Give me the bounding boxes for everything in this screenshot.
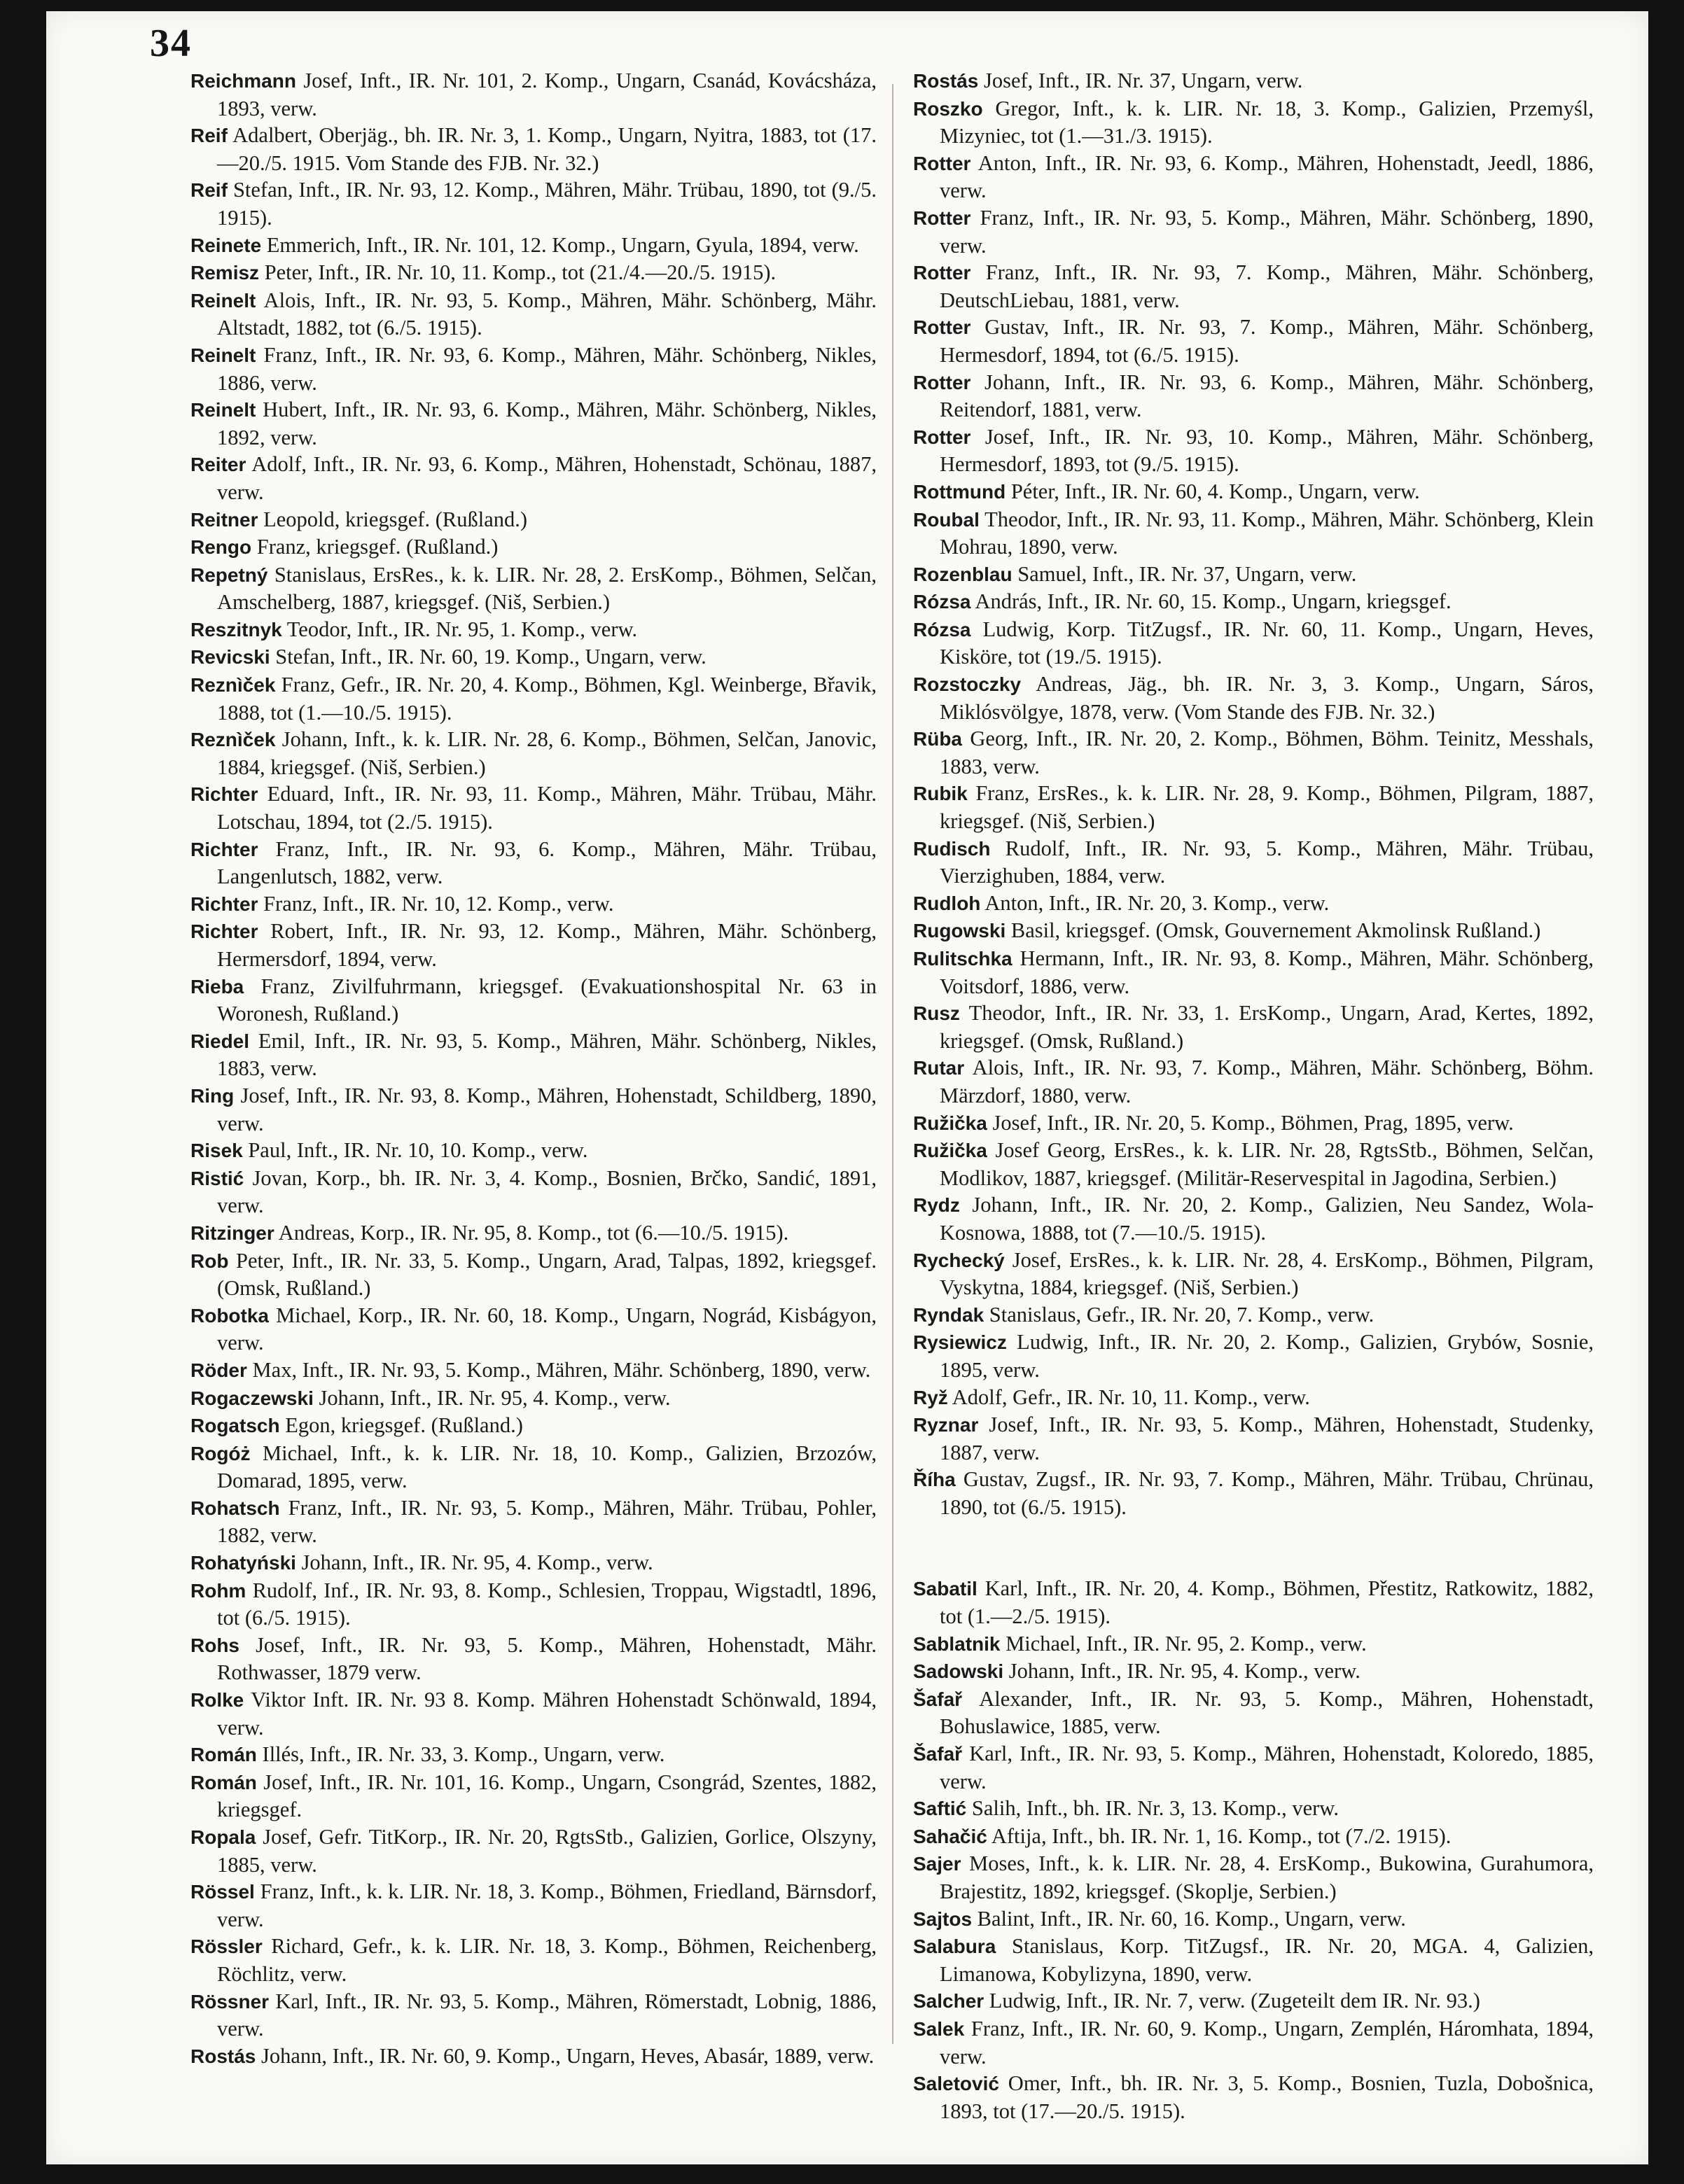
entry-surname: Repetný [190,564,268,586]
entry-surname: Salek [913,2017,965,2040]
entry-surname: Reszitnyk [190,618,282,640]
register-entry [190,1632,877,1686]
register-entry [913,1411,1594,1466]
entry-surname: Rottmund [913,480,1006,503]
entry-surname: Šafař [913,1743,963,1765]
entry-details: Adalbert, Oberjäg., bh. IR. Nr. 3, 1. Komp., Ungarn, Nyitra, 1883, tot (17.—20./5. 1915. Vom Stande des FJB. Nr. 32.) [217,123,877,175]
register-entry [190,1741,877,1769]
register-entry [913,945,1594,1000]
entry-surname: Reiter [190,454,246,476]
entry-surname: Rychecký [913,1249,1005,1271]
entry-details: Karl, Inft., IR. Nr. 93, 5. Komp., Mähren, Hohenstadt, Koloredo, 1885, verw. [940,1742,1594,1793]
entry-details: Josef Georg, ErsRes., k. k. LIR. Nr. 28, RgtsStb., Böhmen, Selčan, Modlikov, 1887, kriegsgef. (Militär-Reservespital in Jagodina, Serbien.) [940,1138,1594,1190]
register-entry [913,150,1594,204]
entry-surname: Richter [190,838,258,860]
entry-details: Stefan, Inft., IR. Nr. 60, 19. Komp., Ungarn, verw. [275,645,707,669]
entry-surname: Reinelt [190,344,256,366]
entry-surname: Rotter [913,206,971,229]
register-entry [913,478,1594,506]
entry-surname: Rostás [190,2045,256,2067]
entry-details: Theodor, Inft., IR. Nr. 33, 1. ErsKomp., Ungarn, Arad, Kertes, 1892, kriegsgef. (Omsk, Rußland.) [940,1001,1594,1053]
register-entry [190,643,877,671]
register-entry [190,1686,877,1741]
entry-details: Johann, Inft., IR. Nr. 93, 6. Komp., Mähren, Mähr. Schönberg, Reitendorf, 1881, verw. [940,370,1594,422]
entry-surname: Rössel [190,1881,255,1903]
entry-details: Michael, Inft., IR. Nr. 95, 2. Komp., verw. [1005,1631,1367,1656]
register-entry [190,1933,877,1987]
right-upper-entry-list [913,67,1594,1520]
entry-details: Emmerich, Inft., IR. Nr. 101, 12. Komp., Ungarn, Gyula, 1894, verw. [266,232,859,257]
entry-details: Franz, Inft., IR. Nr. 93, 7. Komp., Mähren, Mähr. Schönberg, DeutschLiebau, 1881, verw. [940,260,1594,312]
entry-surname: Reichmann [190,70,296,92]
register-entry [913,2070,1594,2124]
entry-surname: Ružička [913,1112,987,1134]
register-entry [913,1905,1594,1933]
entry-surname: Salcher [913,1990,984,2012]
register-entry [190,1440,877,1494]
register-entry [190,1247,877,1302]
register-entry [913,1329,1594,1383]
entry-details: Hubert, Inft., IR. Nr. 93, 6. Komp., Mähren, Mähr. Schönberg, Nikles, 1892, verw. [217,398,877,449]
register-entry [913,204,1594,259]
entry-details: Leopold, kriegsgef. (Rußland.) [263,507,528,531]
entry-details: Samuel, Inft., IR. Nr. 37, Ungarn, verw. [1017,561,1357,586]
entry-details: Michael, Inft., k. k. LIR. Nr. 18, 10. Komp., Galizien, Brzozów, Domarad, 1895, verw. [217,1441,877,1493]
entry-details: Josef, Inft., IR. Nr. 93, 8. Komp., Mähren, Hohenstadt, Schildberg, 1890, verw. [217,1083,877,1135]
register-entry [913,780,1594,834]
register-entry [190,973,877,1028]
entry-details: Franz, Inft., IR. Nr. 10, 12. Komp., verw. [263,891,614,916]
entry-surname: Šafař [913,1688,963,1710]
entry-details: Jovan, Korp., bh. IR. Nr. 3, 4. Komp., Bosnien, Brčko, Sandić, 1891, verw. [217,1166,877,1218]
entry-details: Aftija, Inft., bh. IR. Nr. 1, 16. Komp., tot (7./2. 1915). [991,1823,1452,1848]
entry-details: Josef, Inft., IR. Nr. 37, Ungarn, verw. [984,69,1303,92]
entry-surname: Rohs [190,1634,239,1656]
entry-surname: Roubal [913,508,980,531]
entry-surname: Rutar [913,1057,965,1079]
register-entry [190,1302,877,1357]
entry-details: Franz, Inft., IR. Nr. 60, 9. Komp., Ungarn, Zemplén, Háromhata, 1894, verw. [940,2016,1594,2068]
entry-details: Franz, Inft., IR. Nr. 93, 6. Komp., Mähren, Mähr. Schönberg, Nikles, 1886, verw. [217,342,877,395]
register-entry [190,836,877,890]
register-entry [190,287,877,342]
entry-details: Johann, Inft., IR. Nr. 95, 4. Komp., verw. [319,1385,671,1410]
register-entry [913,259,1594,314]
register-entry [913,835,1594,890]
entry-surname: Rohm [190,1579,246,1602]
register-entry [190,1878,877,1933]
entry-details: Stanislaus, ErsRes., k. k. LIR. Nr. 28, 2. ErsKomp., Böhmen, Selčan, Amschelberg, 1887, kriegsgef. (Niš, Serbien.) [217,562,877,615]
entry-details: Johann, Inft., IR. Nr. 95, 4. Komp., verw. [301,1550,653,1575]
entry-details: Peter, Inft., IR. Nr. 33, 5. Komp., Ungarn, Arad, Talpas, 1892, kriegsgef. (Omsk, Rußland.) [217,1248,877,1301]
register-entry [913,1630,1594,1658]
entry-details: Eduard, Inft., IR. Nr. 93, 11. Komp., Mähren, Mähr. Trübau, Mähr. Lotschau, 1894, tot (2./5. 1915). [217,782,877,834]
entry-surname: Reinelt [190,399,256,421]
register-entry [913,1191,1594,1246]
entry-surname: Ružička [913,1140,987,1162]
entry-details: Gustav, Inft., IR. Nr. 93, 7. Komp., Mähren, Mähr. Schönberg, Hermesdorf, 1894, tot (6./5. 1915). [940,315,1594,367]
register-entry [913,890,1594,918]
entry-surname: Rob [190,1250,229,1272]
entry-details: Franz, Inft., IR. Nr. 93, 6. Komp., Mähren, Mähr. Trübau, Langenlutsch, 1882, verw. [217,836,877,889]
register-entry [190,561,877,616]
entry-surname: Ristić [190,1167,244,1189]
register-entry [190,122,877,176]
entry-details: Andreas, Jäg., bh. IR. Nr. 3, 3. Komp., Ungarn, Sáros, Miklósvölgye, 1878, verw. (Vom Stande des FJB. Nr. 32.) [940,672,1594,724]
entry-surname: Rolke [190,1689,244,1712]
entry-details: Peter, Inft., IR. Nr. 10, 11. Komp., tot (21./4.—20./5. 1915). [264,260,777,285]
entry-surname: Robotka [190,1304,269,1326]
entry-details: Ludwig, Inft., IR. Nr. 20, 2. Komp., Galizien, Grybów, Sosnie, 1895, verw. [940,1330,1594,1382]
register-entry [913,1247,1594,1301]
entry-details: Viktor Inft. IR. Nr. 93 8. Komp. Mähren Hohenstadt Schönwald, 1894, verw. [217,1688,877,1740]
register-entry [913,506,1594,561]
register-entry [190,1137,877,1165]
entry-surname: Rusz [913,1002,960,1025]
entry-details: Stefan, Inft., IR. Nr. 93, 12. Komp., Mähren, Mähr. Trübau, 1890, tot (9./5. 1915). [217,178,877,230]
entry-details: Gregor, Inft., k. k. LIR. Nr. 18, 3. Komp., Galizien, Przemyśl, Mizyniec, tot (1.—31./3. 1915). [940,96,1594,148]
register-entry [190,1165,877,1219]
register-entry [190,259,877,287]
entry-surname: Rogaczewski [190,1387,314,1409]
entry-details: Josef, Inft., IR. Nr. 93, 5. Komp., Mähren, Hohenstadt, Studenky, 1887, verw. [940,1413,1594,1464]
entry-surname: Rotter [913,316,971,339]
register-entry [190,890,877,918]
entry-details: Alexander, Inft., IR. Nr. 93, 5. Komp., Mähren, Hohenstadt, Bohuslawice, 1885, verw. [940,1686,1594,1739]
register-entry [190,1219,877,1247]
entry-details: Georg, Inft., IR. Nr. 20, 2. Komp., Böhmen, Böhm. Teinitz, Messhals, 1883, verw. [940,727,1594,778]
entry-details: Anton, Inft., IR. Nr. 93, 6. Komp., Mähren, Hohenstadt, Jeedl, 1886, verw. [940,150,1594,203]
entry-surname: Sajer [913,1853,961,1875]
entry-surname: Richter [190,783,258,806]
entry-surname: Rysiewicz [913,1331,1007,1354]
register-entry [190,671,877,726]
entry-surname: Rieba [190,975,244,997]
entry-details: Basil, kriegsgef. (Omsk, Gouvernement Akmolinsk Rußland.) [1010,918,1541,943]
entry-details: Johann, Inft., IR. Nr. 60, 9. Komp., Ungarn, Heves, Abasár, 1889, verw. [261,2043,875,2068]
entry-surname: Ropala [190,1826,256,1848]
right-column [913,67,1594,2124]
entry-details: Franz, Inft., IR. Nr. 93, 5. Komp., Mähren, Mähr. Trübau, Pohler, 1882, verw. [217,1495,877,1548]
entry-surname: Reinelt [190,289,256,312]
entry-details: Anton, Inft., IR. Nr. 20, 3. Komp., verw. [984,890,1330,915]
entry-surname: Sablatnik [913,1632,1001,1655]
entry-surname: Reinete [190,234,262,256]
register-entry [190,1082,877,1137]
entry-details: Hermann, Inft., IR. Nr. 93, 8. Komp., Mähren, Mähr. Schönberg, Voitsdorf, 1886, verw. [940,946,1594,998]
entry-details: Karl, Inft., IR. Nr. 20, 4. Komp., Böhmen, Přestitz, Ratkowitz, 1882, tot (1.—2./5. 1915). [940,1576,1594,1629]
entry-details: Balint, Inft., IR. Nr. 60, 16. Komp., Ungarn, verw. [977,1906,1406,1931]
entry-surname: Risek [190,1140,243,1162]
entry-details: Franz, Zivilfuhrmann, kriegsgef. (Evakuationshospital Nr. 63 in Woronesh, Rußland.) [217,974,877,1026]
entry-surname: Rotter [913,371,971,393]
entry-surname: Rüba [913,728,962,750]
register-entry [913,1000,1594,1054]
register-entry [913,1575,1594,1630]
entry-surname: Rostás [913,70,979,92]
register-entry [913,671,1594,725]
entry-surname: Reif [190,179,228,202]
register-entry [190,533,877,561]
entry-details: Gustav, Zugsf., IR. Nr. 93, 7. Komp., Mähren, Mähr. Trübau, Chrünau, 1890, tot (6./5. 1915). [940,1467,1594,1519]
entry-surname: Ryznar [913,1414,979,1436]
entry-surname: Rengo [190,536,252,559]
register-entry [190,918,877,972]
entry-surname: Rydz [913,1194,960,1217]
entry-details: Franz, kriegsgef. (Rußland.) [256,535,499,559]
entry-surname: Rotter [913,262,971,284]
entry-details: Rudolf, Inf., IR. Nr. 93, 8. Komp., Schlesien, Troppau, Wigstadtl, 1896, tot (6./5. 1915). [217,1578,877,1630]
entry-surname: Sajtos [913,1907,973,1930]
entry-surname: Sahačić [913,1825,987,1847]
register-entry [913,561,1594,589]
entry-surname: Rössner [190,1990,270,2012]
entry-surname: Reznìček [190,729,276,751]
page-number: 34 [150,22,192,65]
register-entry [190,616,877,644]
entry-surname: Rudisch [913,837,991,860]
register-entry [190,2043,877,2071]
entry-details: Michael, Korp., IR. Nr. 60, 18. Komp., Ungarn, Nográd, Kisbágyon, verw. [217,1303,877,1355]
register-entry [913,1466,1594,1520]
register-entry [190,1412,877,1440]
register-entry [913,314,1594,368]
entry-surname: Sadowski [913,1660,1004,1683]
entry-details: Egon, kriegsgef. (Rußland.) [285,1413,523,1438]
entry-details: Theodor, Inft., IR. Nr. 93, 11. Komp., Mähren, Mähr. Schönberg, Klein Mohrau, 1890, verw. [940,507,1594,559]
entry-surname: Rotter [913,152,971,174]
entry-details: Rudolf, Inft., IR. Nr. 93, 5. Komp., Mähren, Mähr. Trübau, Vierzighuben, 1884, verw. [940,836,1594,888]
register-entry [190,726,877,780]
register-entry [190,1769,877,1823]
register-entry [913,1740,1594,1795]
column-divider [892,84,893,2044]
entry-details: Ludwig, Korp. TitZugsf., IR. Nr. 60, 11. Komp., Ungarn, Heves, Kisköre, tot (19./5. 1915). [940,617,1594,669]
entry-details: Salih, Inft., bh. IR. Nr. 3, 13. Komp., verw. [971,1796,1339,1821]
register-entry [190,1577,877,1632]
entry-surname: Richter [190,920,258,943]
entry-details: Max, Inft., IR. Nr. 93, 5. Komp., Mähren, Mähr. Schönberg, 1890, verw. [252,1357,871,1382]
register-entry [190,780,877,835]
entry-details: Johann, Inft., IR. Nr. 95, 4. Komp., verw. [1008,1659,1361,1684]
entry-surname: Saletović [913,2073,999,2095]
register-entry [913,1110,1594,1138]
entry-details: Omer, Inft., bh. IR. Nr. 3, 5. Komp., Bosnien, Tuzla, Dobošnica, 1893, tot (17.—20./5. 1915). [940,2071,1594,2123]
register-entry [190,451,877,505]
entry-details: Stanislaus, Gefr., IR. Nr. 20, 7. Komp., verw. [989,1302,1375,1326]
entry-surname: Revicski [190,646,270,668]
entry-details: Josef, Inft., IR. Nr. 101, 16. Komp., Ungarn, Csongrád, Szentes, 1882, kriegsgef. [217,1770,877,1822]
entry-details: Ludwig, Inft., IR. Nr. 7, verw. (Zugeteilt dem IR. Nr. 93.) [989,1989,1480,2013]
register-entry [190,67,877,122]
register-entry [913,917,1594,945]
entry-surname: Reznìček [190,674,276,696]
register-entry [913,424,1594,478]
entry-surname: Rohatsch [190,1497,280,1519]
entry-details: Franz, ErsRes., k. k. LIR. Nr. 28, 9. Komp., Böhmen, Pilgram, 1887, kriegsgef. (Niš, Serbien.) [940,781,1594,834]
entry-surname: Rózsa [913,591,971,613]
entry-details: Alois, Inft., IR. Nr. 93, 7. Komp., Mähren, Mähr. Schönberg, Böhm. Märzdorf, 1880, verw. [940,1056,1594,1107]
register-entry [913,1658,1594,1686]
entry-surname: Roszko [913,97,983,120]
register-entry [913,1054,1594,1109]
entry-surname: Rotter [913,426,971,448]
entry-details: Paul, Inft., IR. Nr. 10, 10. Komp., verw. [248,1138,588,1163]
entry-details: Johann, Inft., k. k. LIR. Nr. 28, 6. Komp., Böhmen, Selčan, Janovic, 1884, kriegsgef. (Niš, Serbien.) [217,727,877,779]
register-entry [913,725,1594,780]
entry-surname: Ritzinger [190,1222,274,1244]
register-entry [913,67,1594,95]
entry-details: Josef, Inft., IR. Nr. 101, 2. Komp., Ungarn, Csanád, Kovácsháza, 1893, verw. [217,69,877,120]
register-entry [190,232,877,260]
register-entry [913,1301,1594,1329]
entry-surname: Rulitschka [913,948,1013,969]
entry-surname: Riedel [190,1030,250,1052]
left-column [190,67,877,2070]
entry-surname: Rohatyński [190,1552,296,1574]
entry-surname: Sabatil [913,1578,977,1600]
entry-details: Josef, ErsRes., k. k. LIR. Nr. 28, 4. ErsKomp., Böhmen, Pilgram, Vyskytna, 1884, kriegsgef. (Niš, Serbien.) [940,1247,1594,1300]
register-entry [190,1494,877,1549]
entry-surname: Rózsa [913,618,971,640]
entry-details: Moses, Inft., k. k. LIR. Nr. 28, 4. ErsKomp., Bukowina, Gurahumora, Brajestitz, 1892, kriegsgef. (Skoplje, Serbien.) [940,1851,1594,1903]
entry-surname: Ryndak [913,1303,984,1326]
register-entry [190,176,877,231]
entry-details: Franz, Inft., k. k. LIR. Nr. 18, 3. Komp., Böhmen, Friedland, Bärnsdorf, verw. [217,1879,877,1931]
register-entry [190,1549,877,1577]
register-entry [913,1384,1594,1412]
entry-details: Richard, Gefr., k. k. LIR. Nr. 18, 3. Komp., Böhmen, Reichenberg, Röchlitz, verw. [217,1934,877,1986]
register-entry [913,1686,1594,1740]
register-entry [913,1823,1594,1851]
entry-details: Emil, Inft., IR. Nr. 93, 5. Komp., Mähren, Mähr. Schönberg, Nikles, 1883, verw. [217,1028,877,1081]
entry-surname: Rogóż [190,1442,251,1464]
register-entry [190,342,877,396]
entry-details: Josef, Inft., IR. Nr. 20, 5. Komp., Böhmen, Prag, 1895, verw. [992,1110,1514,1135]
register-entry [190,506,877,534]
entry-details: Johann, Inft., IR. Nr. 20, 2. Komp., Galizien, Neu Sandez, Wola-Kosnowa, 1888, tot (7.—10./5. 1915). [940,1193,1594,1245]
register-entry [913,369,1594,424]
register-entry [913,588,1594,616]
entry-surname: Richter [190,892,258,915]
register-entry [190,1028,877,1082]
entry-surname: Rugowski [913,920,1006,942]
entry-details: Péter, Inft., IR. Nr. 60, 4. Komp., Ungarn, verw. [1010,479,1420,503]
entry-surname: Röder [190,1359,247,1381]
register-entry [190,396,877,451]
entry-surname: Román [190,1744,257,1766]
entry-details: Stanislaus, Korp. TitZugsf., IR. Nr. 20, MGA. 4, Galizien, Limanowa, Kobylizyna, 1890, verw. [940,1934,1594,1986]
entry-details: Robert, Inft., IR. Nr. 93, 12. Komp., Mähren, Mähr. Schönberg, Hermersdorf, 1894, verw. [217,919,877,971]
register-entry [190,1823,877,1878]
entry-surname: Ryž [913,1386,948,1408]
left-entry-list [190,67,877,2070]
register-entry [913,2015,1594,2070]
entry-surname: Rubik [913,783,968,805]
entry-surname: Reitner [190,508,258,531]
entry-surname: Saftić [913,1798,967,1820]
entry-surname: Ring [190,1084,235,1107]
entry-details: Andreas, Korp., IR. Nr. 95, 8. Komp., tot (6.—10./5. 1915). [278,1220,789,1245]
entry-details: Illés, Inft., IR. Nr. 33, 3. Komp., Ungarn, verw. [262,1742,665,1767]
register-entry [913,616,1594,671]
register-entry [913,1137,1594,1191]
entry-details: Franz, Gefr., IR. Nr. 20, 4. Komp., Böhmen, Kgl. Weinberge, Břavik, 1888, tot (1.—10./5. 1915). [217,673,877,724]
entry-surname: Říha [913,1469,956,1491]
register-entry [190,1357,877,1385]
entry-details: Adolf, Gefr., IR. Nr. 10, 11. Komp., verw. [952,1385,1310,1409]
entry-surname: Remisz [190,262,260,284]
entry-details: Alois, Inft., IR. Nr. 93, 5. Komp., Mähren, Mähr. Schönberg, Mähr. Altstadt, 1882, tot (6./5. 1915). [217,288,877,340]
entry-surname: Román [190,1771,257,1793]
entry-details: András, Inft., IR. Nr. 60, 15. Komp., Ungarn, kriegsgef. [975,589,1452,614]
entry-surname: Salabura [913,1935,996,1958]
entry-details: Josef, Inft., IR. Nr. 93, 5. Komp., Mähren, Hohenstadt, Mähr. Rothwasser, 1879 verw. [217,1632,877,1685]
register-entry [913,1933,1594,1987]
entry-surname: Rozenblau [913,563,1013,585]
register-entry [190,1385,877,1413]
entry-details: Josef, Inft., IR. Nr. 93, 10. Komp., Mähren, Mähr. Schönberg, Hermesdorf, 1893, tot (9./5. 1915). [940,424,1594,477]
entry-details: Franz, Inft., IR. Nr. 93, 5. Komp., Mähren, Mähr. Schönberg, 1890, verw. [940,205,1594,258]
entry-surname: Reif [190,125,228,147]
entry-surname: Rudloh [913,892,981,914]
entry-details: Josef, Gefr. TitKorp., IR. Nr. 20, RgtsStb., Galizien, Gorlice, Olszyny, 1885, verw. [217,1825,877,1877]
register-entry [913,1987,1594,2015]
entry-surname: Rogatsch [190,1415,280,1437]
entry-details: Adolf, Inft., IR. Nr. 93, 6. Komp., Mähren, Hohenstadt, Schönau, 1887, verw. [217,452,877,504]
entry-details: Teodor, Inft., IR. Nr. 95, 1. Komp., verw. [286,617,638,641]
entry-surname: Rössler [190,1935,263,1958]
entry-details: Karl, Inft., IR. Nr. 93, 5. Komp., Mähren, Römerstadt, Lobnig, 1886, verw. [217,1989,877,2041]
register-entry [913,95,1594,150]
right-lower-entry-list [913,1575,1594,2124]
register-entry [913,1850,1594,1905]
register-entry [913,1795,1594,1823]
register-entry [190,1988,877,2043]
entry-surname: Rozstoczky [913,673,1022,696]
